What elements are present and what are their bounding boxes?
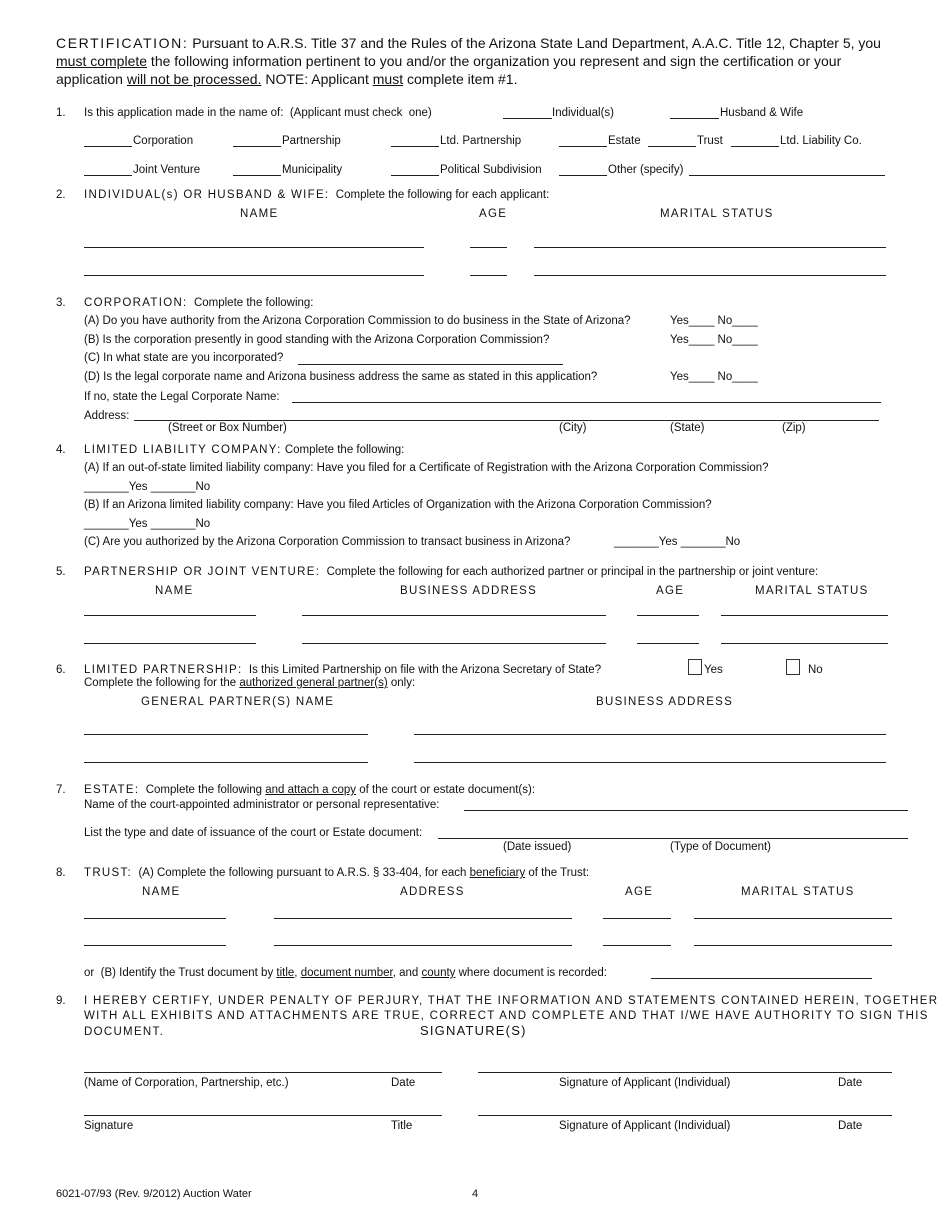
s3-legal-name-field[interactable] (292, 402, 881, 403)
option-municipality: Municipality (282, 164, 343, 176)
section-6-heading: LIMITED PARTNERSHIP: Is this Limited Partnership on file with the Arizona Secretary of State? (84, 664, 602, 676)
s9-line3: DOCUMENT. (84, 1026, 165, 1038)
option-individual: Individual(s) (552, 107, 614, 119)
s8-age-field-1[interactable] (603, 918, 671, 919)
s7-admin-field[interactable] (464, 810, 908, 811)
s5-col-marital: MARITAL STATUS (755, 585, 869, 597)
s5-name-field-1[interactable] (84, 615, 256, 616)
option-husband-wife: Husband & Wife (720, 107, 804, 119)
s3-yesno-a[interactable]: Yes____ No____ (670, 315, 758, 327)
applicant-caption-1: Signature of Applicant (Individual) (559, 1077, 731, 1089)
date-caption-2: Date (838, 1077, 863, 1089)
s6-yes-checkbox[interactable] (688, 659, 702, 675)
s8-col-age: AGE (625, 886, 654, 898)
section-8-number: 8. (56, 867, 66, 879)
s4-yesno-a[interactable]: _______Yes _______No (84, 481, 211, 493)
s6-col-name: GENERAL PARTNER(S) NAME (141, 696, 335, 708)
section-2-number: 2. (56, 189, 66, 201)
blank-individual[interactable] (503, 118, 552, 119)
s8-option-b: or (B) Identify the Trust document by title, document number, and county where document is recorded: (84, 967, 607, 979)
s9-line1: I HEREBY CERTIFY, UNDER PENALTY OF PERJURY, THAT THE INFORMATION AND STATEMENTS CONTAINED HEREIN, TOGETHER (84, 995, 939, 1007)
option-estate: Estate (608, 135, 641, 147)
s7-doc-field[interactable] (438, 838, 908, 839)
cert-label: CERTIFICATION: (56, 35, 189, 51)
s3-question-b: (B) Is the corporation presently in good standing with the Arizona Corporation Commission? (84, 334, 550, 346)
blank-other[interactable] (559, 175, 607, 176)
section-2-heading: INDIVIDUAL(s) OR HUSBAND & WIFE: Complete the following for each applicant: (84, 189, 550, 201)
s6-line2: Complete the following for the authorized general partner(s) only: (84, 677, 416, 689)
s5-address-field-2[interactable] (302, 643, 606, 644)
form-id: 6021-07/93 (Rev. 9/2012) Auction Water (56, 1188, 252, 1200)
s5-col-age: AGE (656, 585, 685, 597)
corp-name-caption: (Name of Corporation, Partnership, etc.) (84, 1077, 289, 1089)
s5-address-field-1[interactable] (302, 615, 606, 616)
s7-doc-label: List the type and date of issuance of the court or Estate document: (84, 827, 423, 839)
s3-legal-name-label: If no, state the Legal Corporate Name: (84, 391, 280, 403)
s5-col-name: NAME (155, 585, 194, 597)
section-3-number: 3. (56, 297, 66, 309)
section-5-number: 5. (56, 566, 66, 578)
s3-yesno-d[interactable]: Yes____ No____ (670, 371, 758, 383)
page-number: 4 (472, 1188, 479, 1200)
section-9-number: 9. (56, 995, 66, 1007)
s2-age-field-2[interactable] (470, 275, 507, 276)
s6-yes-label: Yes (704, 664, 723, 676)
blank-estate[interactable] (559, 146, 607, 147)
option-partnership: Partnership (282, 135, 341, 147)
s5-age-field-1[interactable] (637, 615, 699, 616)
s8-age-field-2[interactable] (603, 945, 671, 946)
blank-trust[interactable] (648, 146, 696, 147)
s6-col-address: BUSINESS ADDRESS (596, 696, 734, 708)
s3-yesno-b[interactable]: Yes____ No____ (670, 334, 758, 346)
blank-corporation[interactable] (84, 146, 132, 147)
option-corporation: Corporation (133, 135, 194, 147)
section-7-number: 7. (56, 784, 66, 796)
s6-address-field-2[interactable] (414, 762, 886, 763)
section-1-number: 1. (56, 107, 66, 119)
s3-question-c: (C) In what state are you incorporated? (84, 352, 284, 364)
s5-name-field-2[interactable] (84, 643, 256, 644)
option-other: Other (specify) (608, 164, 684, 176)
section-1-question: Is this application made in the name of: (Applicant must check one) (84, 107, 432, 119)
s4-question-b: (B) If an Arizona limited liability company: Have you filed Articles of Organization with the Arizona Corporation Commission? (84, 499, 712, 511)
col-marital-status: MARITAL STATUS (660, 208, 774, 220)
applicant-signature-line-1[interactable] (478, 1072, 892, 1073)
signature-caption: Signature (84, 1120, 134, 1132)
s3-street-caption: (Street or Box Number) (168, 422, 287, 434)
s9-line2: WITH ALL EXHIBITS AND ATTACHMENTS ARE TRUE, CORRECT AND COMPLETE AND THAT I/WE HAVE AUTHORITY TO SIGN THIS (84, 1010, 929, 1022)
signatures-heading: SIGNATURE(S) (420, 1023, 527, 1038)
signature-title-line[interactable] (84, 1115, 442, 1116)
section-4-heading: LIMITED LIABILITY COMPANY: Complete the following: (84, 444, 405, 456)
s4-question-a: (A) If an out-of-state limited liability company: Have you filed for a Certificate of Registration with the Arizona Corporation Commission? (84, 462, 769, 474)
s7-date-issued-caption: (Date issued) (503, 841, 572, 853)
s8-col-marital: MARITAL STATUS (741, 886, 855, 898)
s6-no-label: No (808, 664, 823, 676)
section-8-heading: TRUST: (A) Complete the following pursuant to A.R.S. § 33-404, for each beneficiary of the Trust: (84, 867, 590, 879)
s4-question-c: (C) Are you authorized by the Arizona Corporation Commission to transact business in Arizona? (84, 536, 571, 548)
s6-name-field-1[interactable] (84, 734, 368, 735)
s2-marital-field-2[interactable] (534, 275, 886, 276)
col-name: NAME (240, 208, 279, 220)
s8-marital-field-1[interactable] (694, 918, 892, 919)
option-ltd-partnership: Ltd. Partnership (440, 135, 522, 147)
s4-yesno-c[interactable]: _______Yes _______No (614, 536, 741, 548)
s6-address-field-1[interactable] (414, 734, 886, 735)
section-3-heading: CORPORATION: Complete the following: (84, 297, 314, 309)
s6-no-checkbox[interactable] (786, 659, 800, 675)
s8-col-name: NAME (142, 886, 181, 898)
s8-address-field-1[interactable] (274, 918, 572, 919)
s8-name-field-2[interactable] (84, 945, 226, 946)
section-6-number: 6. (56, 664, 66, 676)
date-caption-1: Date (391, 1077, 416, 1089)
s2-name-field-1[interactable] (84, 247, 424, 248)
s6-name-field-2[interactable] (84, 762, 368, 763)
s5-age-field-2[interactable] (637, 643, 699, 644)
blank-political-subdivision[interactable] (391, 175, 439, 176)
s3-question-d: (D) Is the legal corporate name and Arizona business address the same as stated in this application? (84, 371, 598, 383)
blank-partnership[interactable] (233, 146, 281, 147)
blank-llc[interactable] (731, 146, 779, 147)
option-llc: Ltd. Liability Co. (780, 135, 862, 147)
s8-name-field-1[interactable] (84, 918, 226, 919)
s8-address-field-2[interactable] (274, 945, 572, 946)
corp-name-date-line[interactable] (84, 1072, 442, 1073)
applicant-signature-line-2[interactable] (478, 1115, 892, 1116)
option-joint-venture: Joint Venture (133, 164, 201, 176)
certification-header: CERTIFICATION: Pursuant to A.R.S. Title 37 and the Rules of the Arizona State Land Department, A.A.C. Title 12, Chapter 5, you must complete the following information pertinent to you and/or the organization you represent and sign the certification or your application will not be processed. NOTE: Applicant must complete item #1. (56, 35, 881, 87)
s3-zip-caption: (Zip) (782, 422, 806, 434)
blank-joint-venture[interactable] (84, 175, 132, 176)
s8-trust-doc-field[interactable] (651, 978, 872, 979)
s5-col-address: BUSINESS ADDRESS (400, 585, 538, 597)
s7-admin-label: Name of the court-appointed administrator or personal representative: (84, 799, 440, 811)
s3-state-field[interactable] (298, 364, 563, 365)
option-trust: Trust (697, 135, 723, 147)
s2-marital-field-1[interactable] (534, 247, 886, 248)
date-caption-3: Date (838, 1120, 863, 1132)
s5-marital-field-2[interactable] (721, 643, 888, 644)
title-caption: Title (391, 1120, 413, 1132)
s2-age-field-1[interactable] (470, 247, 507, 248)
applicant-caption-2: Signature of Applicant (Individual) (559, 1120, 731, 1132)
s7-doc-type-caption: (Type of Document) (670, 841, 771, 853)
section-4-number: 4. (56, 444, 66, 456)
blank-ltd-partnership[interactable] (391, 146, 439, 147)
s8-col-address: ADDRESS (400, 886, 465, 898)
option-political-subdivision: Political Subdivision (440, 164, 542, 176)
other-specify-field[interactable] (689, 175, 885, 176)
col-age: AGE (479, 208, 508, 220)
s4-yesno-b[interactable]: _______Yes _______No (84, 518, 211, 530)
s3-question-a: (A) Do you have authority from the Arizona Corporation Commission to do business in the State of Arizona? (84, 315, 631, 327)
s5-marital-field-1[interactable] (721, 615, 888, 616)
s2-name-field-2[interactable] (84, 275, 424, 276)
blank-municipality[interactable] (233, 175, 281, 176)
s3-city-caption: (City) (559, 422, 587, 434)
section-7-heading: ESTATE: Complete the following and attach a copy of the court or estate document(s): (84, 784, 536, 796)
blank-husband-wife[interactable] (670, 118, 719, 119)
s8-marital-field-2[interactable] (694, 945, 892, 946)
s3-state-caption: (State) (670, 422, 705, 434)
s3-address-label: Address: (84, 410, 130, 422)
section-5-heading: PARTNERSHIP OR JOINT VENTURE: Complete the following for each authorized partner or principal in the partnership or joint venture: (84, 566, 819, 578)
